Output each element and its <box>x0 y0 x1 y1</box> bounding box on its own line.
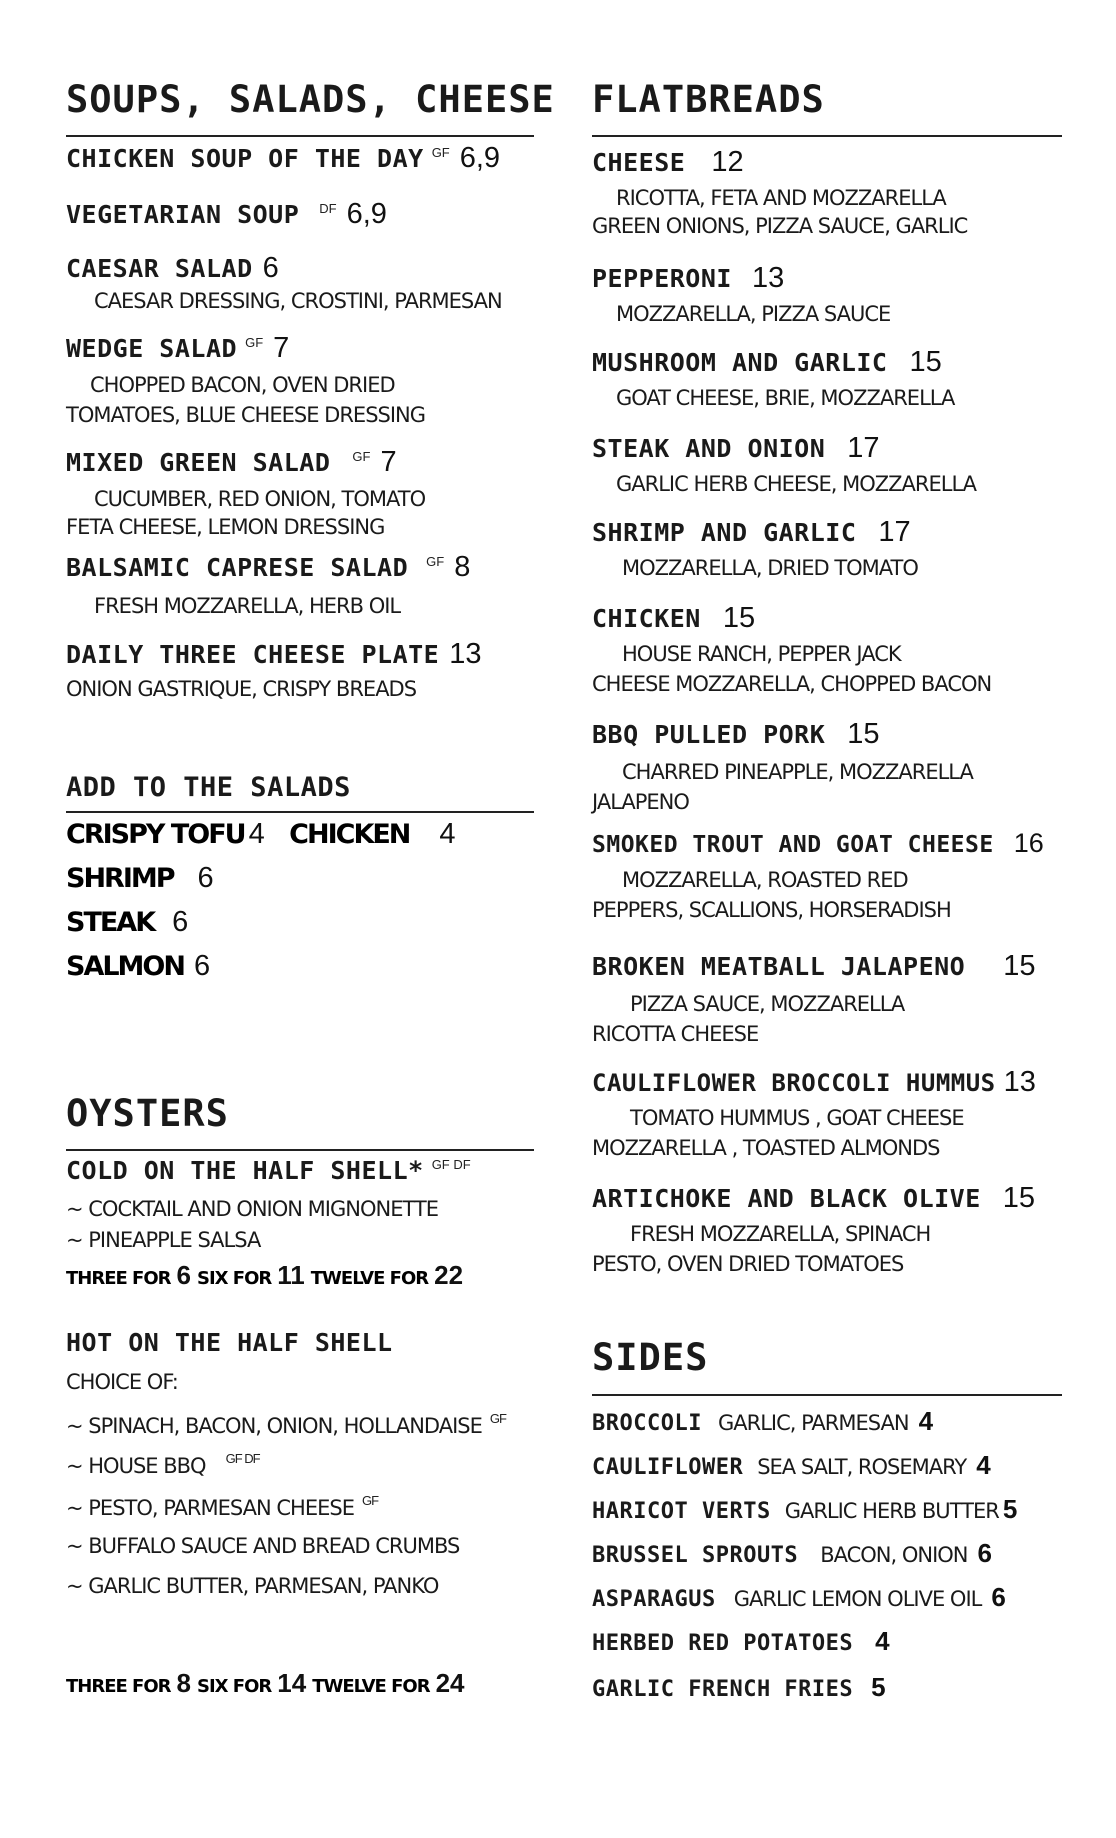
menu-item <box>592 264 784 293</box>
item-name: PEPPERONI <box>592 264 732 293</box>
item-price: 12 <box>711 146 744 178</box>
menu-item <box>66 640 482 669</box>
item-description: FRESH MOZZARELLA, SPINACH <box>630 1222 931 1246</box>
item-name: BALSAMIC CAPRESE SALAD <box>66 553 409 582</box>
pricing-value: 6 <box>176 1260 191 1290</box>
add-on-price: 6 <box>172 906 189 938</box>
side-item <box>592 1674 886 1701</box>
pricing-label: THREE FOR <box>66 1676 171 1697</box>
side-name: BRUSSEL SPROUTS <box>592 1543 799 1568</box>
pricing-value: 22 <box>434 1260 464 1290</box>
section-rule <box>592 135 1062 137</box>
item-description: CHOPPED BACON, OVEN DRIED <box>90 373 395 397</box>
item-price: 15 <box>909 346 942 378</box>
oyster-option: ~ COCKTAIL AND ONION MIGNONETTE <box>66 1197 439 1221</box>
item-description: CHARRED PINEAPPLE, MOZZARELLA <box>622 760 973 784</box>
add-on-row <box>66 952 210 981</box>
item-description: TOMATO HUMMUS , GOAT CHEESE <box>630 1106 964 1130</box>
menu-item <box>592 1184 1035 1213</box>
item-price: 6,9 <box>346 198 387 230</box>
item-name: CHICKEN SOUP OF THE DAY <box>66 144 424 173</box>
menu-item <box>66 200 387 229</box>
item-price: 7 <box>273 332 290 364</box>
side-item <box>592 1584 1006 1611</box>
section-rule <box>66 135 534 137</box>
add-to-salads-heading: ADD TO THE SALADS <box>66 772 351 803</box>
item-description: GOAT CHEESE, BRIE, MOZZARELLA <box>616 386 955 410</box>
add-on-row <box>66 908 188 937</box>
item-name: CAULIFLOWER BROCCOLI HUMMUS <box>592 1069 996 1097</box>
oyster-option: ~ PINEAPPLE SALSA <box>66 1228 261 1252</box>
item-name: STEAK AND ONION <box>592 434 826 463</box>
item-price: 15 <box>1003 950 1036 982</box>
diet-tag: GF <box>361 1493 379 1508</box>
menu-item <box>66 553 470 582</box>
item-description: MOZZARELLA, ROASTED RED <box>622 868 908 892</box>
add-on-name: STEAK <box>66 907 155 938</box>
side-name: ASPARAGUS <box>592 1587 716 1612</box>
item-description: GREEN ONIONS, PIZZA SAUCE, GARLIC <box>592 214 968 238</box>
item-price: 16 <box>1013 828 1044 858</box>
menu-item <box>592 720 880 749</box>
menu-item <box>592 148 744 177</box>
pricing-label: SIX FOR <box>197 1268 272 1289</box>
menu-item <box>592 604 755 633</box>
pricing-label: TWELVE FOR <box>312 1676 430 1697</box>
side-name: CAULIFLOWER <box>592 1455 744 1480</box>
diet-tag: GF <box>352 449 371 464</box>
item-name: CAESAR SALAD <box>66 254 253 283</box>
side-item <box>592 1540 992 1567</box>
side-description: GARLIC, PARMESAN <box>717 1411 909 1435</box>
item-description: FETA CHEESE, LEMON DRESSING <box>66 515 385 539</box>
pricing-value: 8 <box>176 1668 191 1698</box>
add-on-name: SALMON <box>66 951 184 982</box>
oyster-option <box>66 1452 260 1477</box>
flatbreads-heading: FLATBREADS <box>592 78 825 121</box>
side-price: 4 <box>976 1450 991 1480</box>
soups-salads-heading: SOUPS, SALADS, CHEESE <box>66 78 555 121</box>
side-item <box>592 1408 933 1435</box>
menu-item <box>592 518 911 547</box>
item-price: 15 <box>722 602 756 634</box>
item-price: 6,9 <box>459 142 501 174</box>
option-text: ~ PESTO, PARMESAN CHEESE <box>66 1496 354 1520</box>
menu-item <box>66 448 397 477</box>
oyster-option <box>66 1576 438 1597</box>
item-price: 17 <box>878 516 911 548</box>
menu-item <box>592 1068 1036 1097</box>
pricing-label: THREE FOR <box>66 1268 171 1289</box>
side-description: GARLIC LEMON OLIVE OIL <box>733 1587 982 1611</box>
menu-item <box>592 434 880 463</box>
oyster-pricing <box>66 1670 470 1696</box>
item-description: PEPPERS, SCALLIONS, HORSERADISH <box>592 898 951 922</box>
side-item <box>592 1452 991 1479</box>
side-price: 6 <box>991 1582 1006 1612</box>
item-description: RICOTTA CHEESE <box>592 1022 759 1046</box>
side-description: SEA SALT, ROSEMARY <box>757 1455 967 1479</box>
item-name: WEDGE SALAD <box>66 334 238 363</box>
item-description: CAESAR DRESSING, CROSTINI, PARMESAN <box>94 289 502 313</box>
side-price: 4 <box>918 1406 934 1436</box>
cold-oysters <box>66 1158 471 1183</box>
side-item <box>592 1496 1017 1523</box>
section-rule <box>66 811 534 813</box>
oysters-heading: OYSTERS <box>66 1092 229 1135</box>
side-price: 6 <box>977 1538 992 1568</box>
item-description: FRESH MOZZARELLA, HERB OIL <box>94 594 401 618</box>
option-text: ~ HOUSE BBQ <box>66 1454 206 1478</box>
item-description: TOMATOES, BLUE CHEESE DRESSING <box>66 403 426 427</box>
item-name: COLD ON THE HALF SHELL* <box>66 1156 424 1185</box>
diet-tag: GF DF <box>431 1157 471 1172</box>
option-text: ~ BUFFALO SAUCE AND BREAD CRUMBS <box>66 1534 460 1558</box>
diet-tag: GF <box>489 1411 506 1426</box>
hot-oysters <box>66 1330 393 1355</box>
side-description: GARLIC HERB BUTTER <box>784 1499 999 1523</box>
item-name: MUSHROOM AND GARLIC <box>592 348 888 377</box>
pricing-label: SIX FOR <box>197 1676 272 1697</box>
item-name: BROKEN MEATBALL JALAPENO <box>592 952 966 981</box>
item-name: BBQ PULLED PORK <box>592 720 826 749</box>
oyster-option <box>66 1494 378 1519</box>
diet-tag: GF <box>431 145 450 160</box>
item-name: HOT ON THE HALF SHELL <box>66 1328 393 1357</box>
item-description: MOZZARELLA , TOASTED ALMONDS <box>592 1136 940 1160</box>
side-price: 4 <box>875 1626 890 1656</box>
item-price: 13 <box>449 638 482 670</box>
diet-tag: GF DF <box>225 1451 260 1466</box>
add-on-row <box>66 864 214 893</box>
menu-item <box>592 348 942 377</box>
item-price: 13 <box>1003 1066 1036 1098</box>
item-price: 6 <box>262 252 279 284</box>
add-on-row <box>66 820 456 849</box>
oyster-option <box>66 1536 459 1557</box>
item-price: 7 <box>380 446 397 478</box>
side-price: 5 <box>871 1672 886 1702</box>
menu-item <box>592 830 1044 857</box>
item-name: ARTICHOKE AND BLACK OLIVE <box>592 1184 981 1213</box>
item-description: GARLIC HERB CHEESE, MOZZARELLA <box>616 472 977 496</box>
add-on-price: 6 <box>193 950 211 982</box>
sides-heading: SIDES <box>592 1336 709 1379</box>
item-description: JALAPENO <box>592 790 689 814</box>
menu-item <box>66 254 279 283</box>
add-on-price: 6 <box>197 862 214 894</box>
choice-label: CHOICE OF: <box>66 1370 178 1394</box>
item-description: MOZZARELLA, DRIED TOMATO <box>622 556 918 580</box>
side-item <box>592 1628 890 1655</box>
diet-tag: DF <box>319 201 337 216</box>
item-description: MOZZARELLA, PIZZA SAUCE <box>616 302 891 326</box>
item-name: MIXED GREEN SALAD <box>66 448 331 477</box>
side-name: BROCCOLI <box>592 1411 702 1436</box>
item-name: DAILY THREE CHEESE PLATE <box>66 640 440 669</box>
item-description: RICOTTA, FETA AND MOZZARELLA <box>616 186 946 210</box>
side-price: 5 <box>1002 1494 1018 1524</box>
pricing-value: 11 <box>277 1260 305 1290</box>
add-on-price: 4 <box>248 818 265 850</box>
section-rule <box>66 1149 534 1151</box>
pricing-label: TWELVE FOR <box>310 1268 429 1289</box>
item-name: SMOKED TROUT AND GOAT CHEESE <box>592 832 994 858</box>
add-on-name: SHRIMP <box>66 863 174 894</box>
side-name: GARLIC FRENCH FRIES <box>592 1677 854 1702</box>
item-price: 15 <box>847 718 880 750</box>
item-description: CUCUMBER, RED ONION, TOMATO <box>94 487 426 511</box>
oyster-pricing <box>66 1262 469 1288</box>
pricing-value: 24 <box>435 1668 465 1698</box>
item-name: SHRIMP AND GARLIC <box>592 518 857 547</box>
diet-tag: GF <box>245 335 264 350</box>
item-description: CHEESE MOZZARELLA, CHOPPED BACON <box>592 672 992 696</box>
item-name: CHICKEN <box>592 604 701 633</box>
add-on-name: CHICKEN <box>289 819 410 850</box>
item-description: HOUSE RANCH, PEPPER JACK <box>622 642 901 666</box>
oyster-option <box>66 1412 506 1437</box>
section-rule <box>592 1394 1062 1396</box>
item-description: ONION GASTRIQUE, CRISPY BREADS <box>66 677 417 701</box>
item-name: CHEESE <box>592 148 686 177</box>
diet-tag: GF <box>426 554 445 569</box>
item-name: VEGETARIAN SOUP <box>66 200 300 229</box>
item-price: 13 <box>751 262 785 294</box>
side-name: HARICOT VERTS <box>592 1499 771 1524</box>
item-price: 17 <box>847 432 880 464</box>
add-on-name: CRISPY TOFU <box>66 819 245 850</box>
add-on-price: 4 <box>439 818 456 850</box>
item-price: 8 <box>454 551 471 583</box>
side-description: BACON, ONION <box>820 1543 968 1567</box>
pricing-value: 14 <box>277 1668 307 1698</box>
side-name: HERBED RED POTATOES <box>592 1631 854 1656</box>
item-description: PESTO, OVEN DRIED TOMATOES <box>592 1252 904 1276</box>
menu-item <box>66 334 289 363</box>
option-text: ~ SPINACH, BACON, ONION, HOLLANDAISE <box>66 1414 482 1438</box>
item-description: PIZZA SAUCE, MOZZARELLA <box>630 992 905 1016</box>
menu-item <box>592 952 1036 981</box>
item-price: 15 <box>1002 1182 1036 1214</box>
option-text: ~ GARLIC BUTTER, PARMESAN, PANKO <box>66 1574 439 1598</box>
menu-item <box>66 144 500 173</box>
